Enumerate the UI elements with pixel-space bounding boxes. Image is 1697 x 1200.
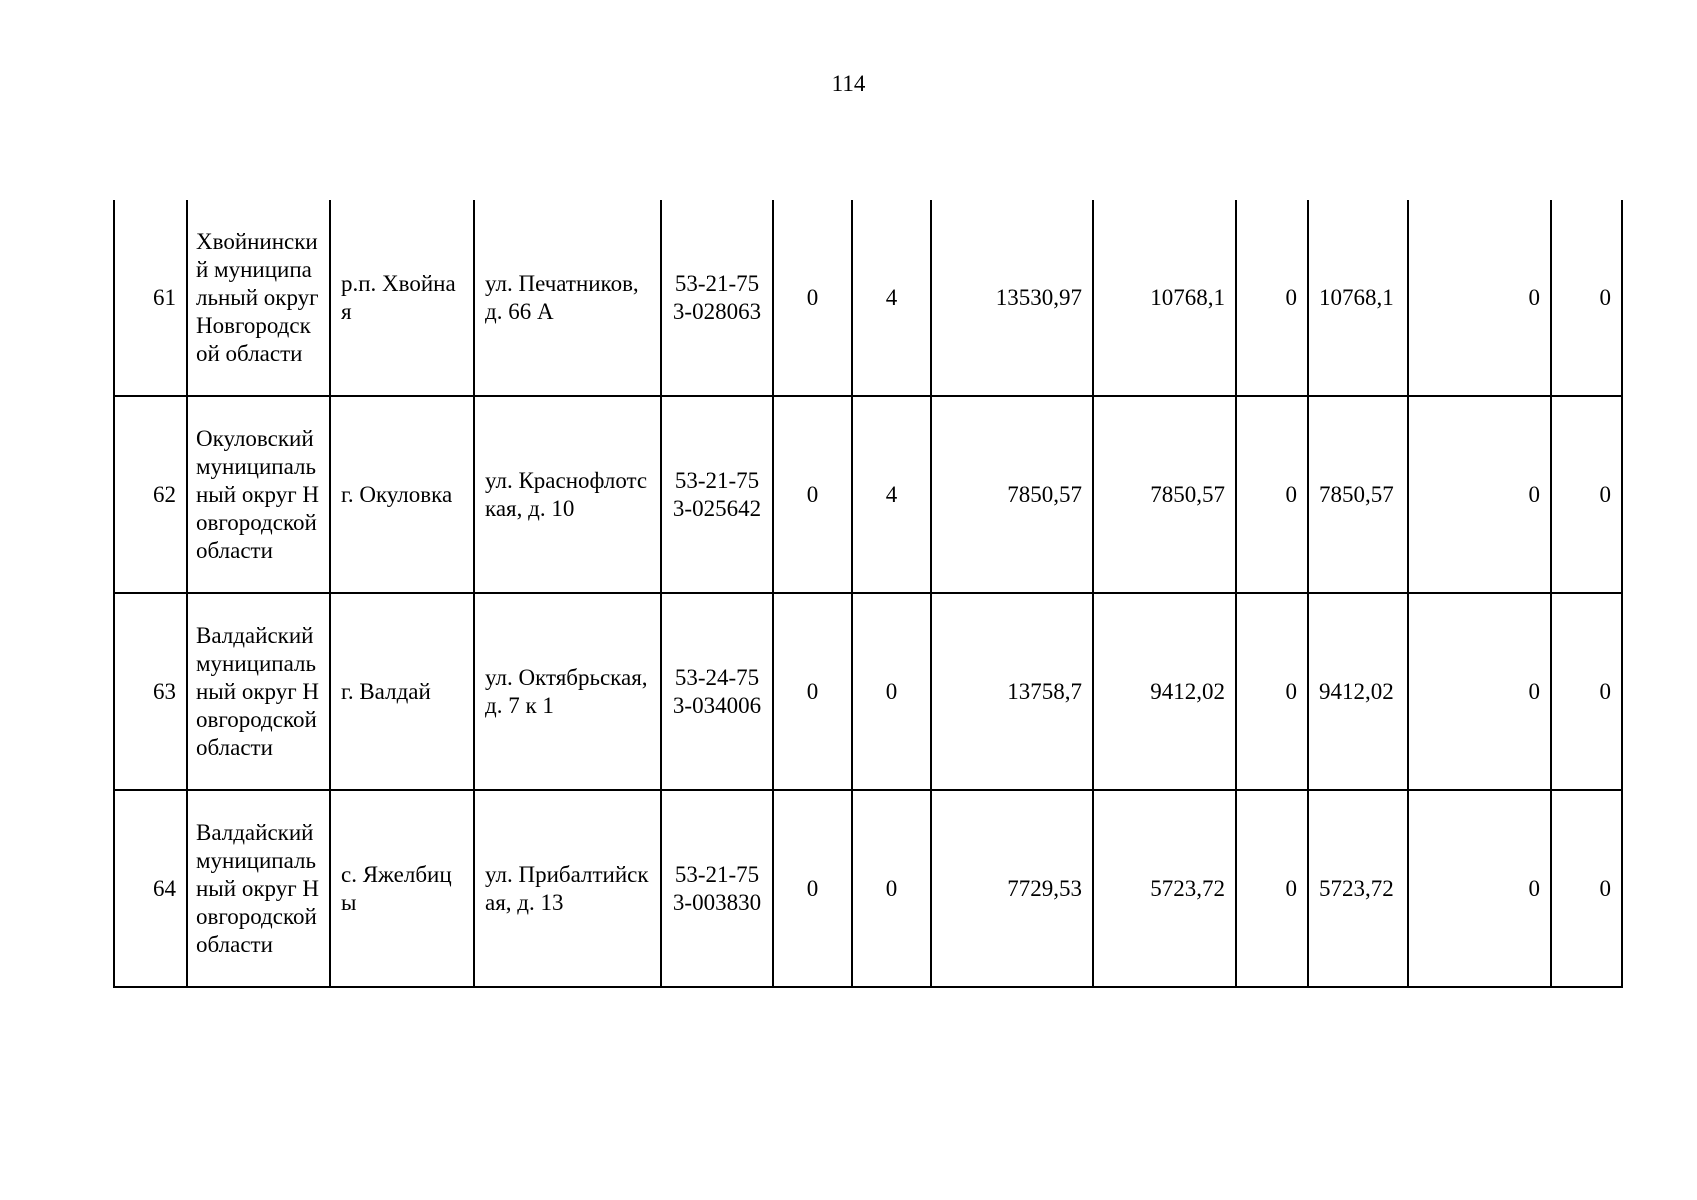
table-row: [114, 200, 1622, 396]
address-cell: ул. Октябрьская, д. 7 к 1: [474, 593, 661, 790]
value-cell: 13758,7: [931, 593, 1093, 790]
value-cell: 0: [773, 790, 852, 987]
table-row: [114, 593, 1622, 790]
code-cell: 53-21-753-028063: [661, 200, 773, 396]
address-cell: ул. Краснофлотская, д. 10: [474, 396, 661, 593]
row-index: 63: [114, 593, 187, 790]
value-cell: 7850,57: [931, 396, 1093, 593]
value-cell: 0: [773, 593, 852, 790]
settlement-cell: с. Яжелбицы: [330, 790, 474, 987]
district-cell: Хвойнинский муниципальный округ Новгородской области: [187, 200, 330, 396]
row-index: 61: [114, 200, 187, 396]
page-number: 114: [831, 71, 866, 96]
row-index: 62: [114, 396, 187, 593]
value-cell: 0: [1408, 200, 1551, 396]
value-cell: 10768,1: [1308, 200, 1408, 396]
value-cell: 13530,97: [931, 200, 1093, 396]
value-cell: 9412,02: [1093, 593, 1236, 790]
value-cell: 0: [1236, 200, 1308, 396]
value-cell: 7850,57: [1093, 396, 1236, 593]
district-cell: Окуловский муниципальный округ Новгородской области: [187, 396, 330, 593]
value-cell: 7729,53: [931, 790, 1093, 987]
value-cell: 0: [1408, 593, 1551, 790]
settlement-cell: р.п. Хвойная: [330, 200, 474, 396]
data-table: [113, 200, 1623, 988]
value-cell: 0: [1551, 790, 1622, 987]
row-index: 64: [114, 790, 187, 987]
value-cell: 0: [1551, 200, 1622, 396]
value-cell: 5723,72: [1308, 790, 1408, 987]
value-cell: 0: [1236, 593, 1308, 790]
settlement-cell: г. Валдай: [330, 593, 474, 790]
value-cell: 10768,1: [1093, 200, 1236, 396]
district-cell: Валдайский муниципальный округ Новгородской области: [187, 790, 330, 987]
address-cell: ул. Прибалтийская, д. 13: [474, 790, 661, 987]
value-cell: 0: [773, 396, 852, 593]
value-cell: 0: [852, 593, 931, 790]
code-cell: 53-21-753-003830: [661, 790, 773, 987]
address-cell: ул. Печатников, д. 66 А: [474, 200, 661, 396]
value-cell: 0: [1408, 790, 1551, 987]
district-cell: Валдайский муниципальный округ Новгородской области: [187, 593, 330, 790]
value-cell: 0: [1408, 396, 1551, 593]
value-cell: 5723,72: [1093, 790, 1236, 987]
value-cell: 4: [852, 200, 931, 396]
table-row: [114, 790, 1622, 987]
code-cell: 53-21-753-025642: [661, 396, 773, 593]
value-cell: 9412,02: [1308, 593, 1408, 790]
value-cell: 0: [1551, 396, 1622, 593]
value-cell: 0: [1236, 790, 1308, 987]
value-cell: 4: [852, 396, 931, 593]
value-cell: 0: [1236, 396, 1308, 593]
value-cell: 7850,57: [1308, 396, 1408, 593]
table-row: [114, 396, 1622, 593]
value-cell: 0: [773, 200, 852, 396]
value-cell: 0: [1551, 593, 1622, 790]
settlement-cell: г. Окуловка: [330, 396, 474, 593]
value-cell: 0: [852, 790, 931, 987]
code-cell: 53-24-753-034006: [661, 593, 773, 790]
